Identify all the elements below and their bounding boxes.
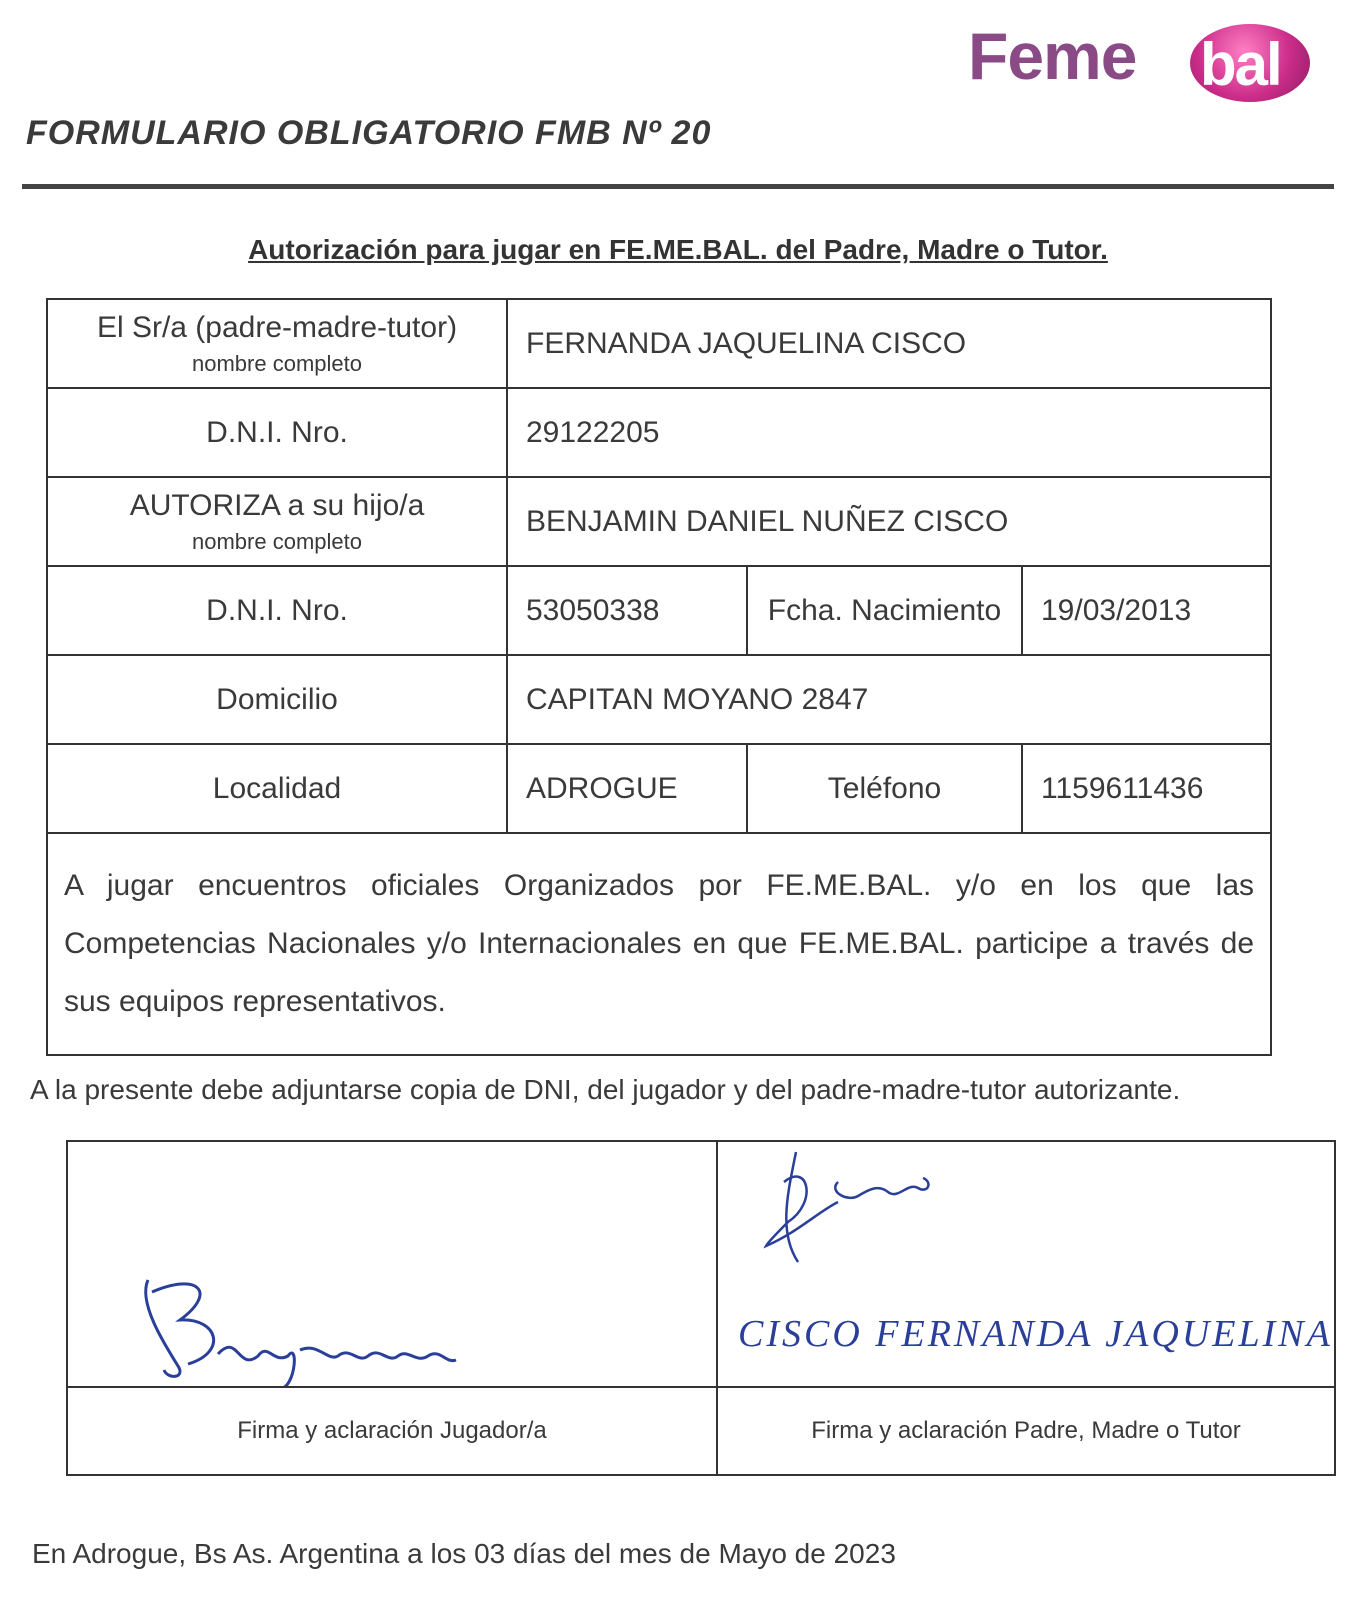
player-signature-box[interactable]: [67, 1141, 717, 1387]
authorization-text-row: [47, 833, 1271, 1055]
place-date-footer: En Adrogue, Bs As. Argentina a los 03 días del mes de Mayo de 2023: [32, 1538, 896, 1569]
birth-date-value[interactable]: 19/03/2013: [1022, 566, 1271, 655]
child-dni-row: [47, 566, 1271, 655]
parent-signature: [718, 1142, 1336, 1386]
parent-name-row: [47, 299, 1271, 388]
player-signature-stroke-rest: [218, 1347, 456, 1386]
child-dni-label: D.N.I. Nro.: [47, 566, 507, 655]
form-title: FORMULARIO OBLIGATORIO FMB Nº 20: [26, 114, 712, 152]
city-label: Localidad: [47, 744, 507, 833]
phone-label: Teléfono: [747, 744, 1022, 833]
address-label: Domicilio: [47, 655, 507, 744]
form-subtitle: Autorización para jugar en FE.ME.BAL. del Padre, Madre o Tutor.: [248, 234, 1108, 265]
player-signature-label: Firma y aclaración Jugador/a: [67, 1387, 717, 1475]
parent-signature-label: Firma y aclaración Padre, Madre o Tutor: [717, 1387, 1335, 1475]
parent-name-label: El Sr/a (padre-madre-tutor): [96, 310, 458, 344]
parent-dni-value[interactable]: 29122205: [507, 388, 1271, 477]
signature-table: [66, 1140, 1336, 1476]
logo-ball: [1190, 24, 1310, 102]
parent-name-label-cell: [47, 299, 507, 388]
title-rule: [22, 184, 1334, 189]
logo-text: Feme: [968, 19, 1137, 93]
city-value[interactable]: ADROGUE: [507, 744, 747, 833]
child-name-row: [47, 477, 1271, 566]
child-dni-value[interactable]: 53050338: [507, 566, 747, 655]
parent-name-value[interactable]: FERNANDA JAQUELINA CISCO: [507, 299, 1271, 388]
logo-ball-text: bal: [1200, 31, 1281, 98]
birth-date-label: Fcha. Nacimiento: [747, 566, 1022, 655]
player-signature-stroke-b: [146, 1280, 214, 1376]
parent-dni-label: D.N.I. Nro.: [47, 388, 507, 477]
authorization-text: A jugar encuentros oficiales Organizados por FE.ME.BAL. y/o en los que las Competencias Nacionales y/o Internacionales en que FE.ME.BAL. participe a través de sus equipos representativos.: [47, 833, 1271, 1055]
authorization-table: [46, 298, 1272, 1056]
parent-signature-stroke-top: [766, 1152, 928, 1262]
player-signature: [68, 1142, 718, 1386]
child-name-label: AUTORIZA a su hijo/a: [129, 488, 425, 522]
femebal-logo: [968, 14, 1318, 104]
parent-name-sublabel: nombre completo: [192, 350, 362, 376]
parent-signature-bottom-text: CISCO FERNANDA JAQUELINA: [738, 1313, 1333, 1355]
parent-signature-box[interactable]: [717, 1141, 1335, 1387]
attachment-note: A la presente debe adjuntarse copia de DNI, del jugador y del padre-madre-tutor autorizante.: [30, 1074, 1181, 1105]
city-row: [47, 744, 1271, 833]
child-name-label-cell: [47, 477, 507, 566]
address-row: [47, 655, 1271, 744]
parent-dni-row: [47, 388, 1271, 477]
child-name-sublabel: nombre completo: [192, 528, 362, 554]
phone-value[interactable]: 1159611436: [1022, 744, 1271, 833]
address-value[interactable]: CAPITAN MOYANO 2847: [507, 655, 1271, 744]
child-name-value[interactable]: BENJAMIN DANIEL NUÑEZ CISCO: [507, 477, 1271, 566]
